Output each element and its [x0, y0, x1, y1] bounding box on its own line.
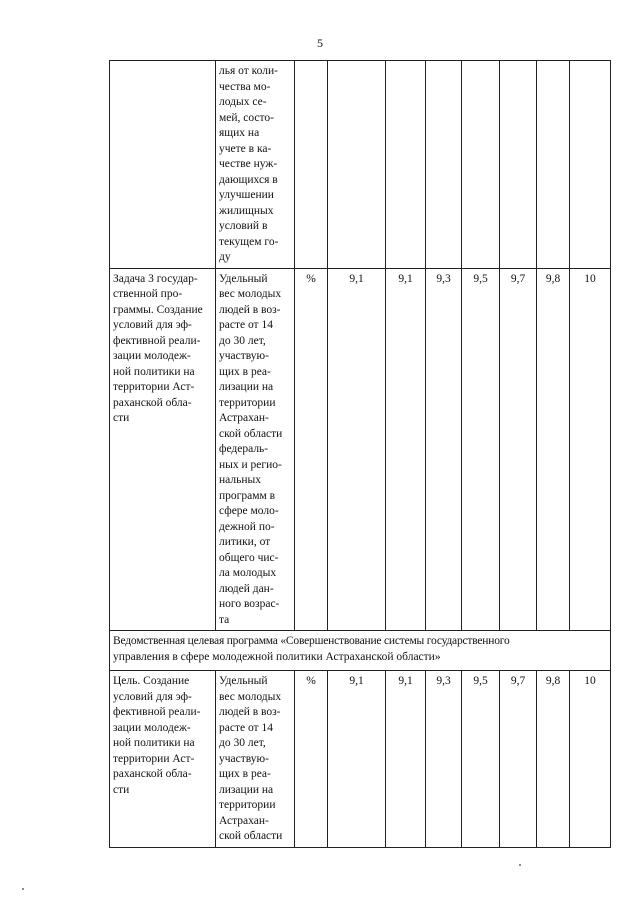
- value-cell: 9,3: [426, 671, 462, 848]
- value-cell: 9,1: [328, 671, 386, 848]
- unit-cell: %: [295, 268, 328, 631]
- task-cell: [110, 61, 216, 269]
- program-title-cell: Ведомственная целевая программа «Совершенствование системы государственного управления в сфере молодежной политики Астраханской области»: [110, 631, 611, 671]
- value-cell: 9,3: [426, 268, 462, 631]
- value-cell: 9,8: [537, 671, 570, 848]
- indicator-cell: Удельный вес молодых людей в воз- расте от 14 до 30 лет, участвую- щих в реа- лизации на территории Астрахан- ской области: [216, 671, 295, 848]
- value-cell: [570, 61, 611, 269]
- value-cell: [500, 61, 537, 269]
- task-cell: Цель. Создание условий для эф- фективной реали- зации молодеж- ной политики на территории Аст- раханской обла- сти: [110, 671, 216, 848]
- value-cell: 9,1: [328, 268, 386, 631]
- table-row: [110, 268, 611, 631]
- task-cell: Задача 3 государ- ственной про- граммы. Создание условий для эф- фективной реали- зации молодеж- ной политики на территории Аст- раханской обла- сти: [110, 268, 216, 631]
- value-cell: [462, 61, 500, 269]
- value-cell: [328, 61, 386, 269]
- scan-speck: [22, 888, 24, 890]
- value-cell: [537, 61, 570, 269]
- scan-speck: [519, 864, 521, 866]
- indicators-table: [109, 60, 611, 848]
- table-row: [110, 671, 611, 848]
- indicator-cell: Удельный вес молодых людей в воз- расте от 14 до 30 лет, участвую- щих в реа- лизации на территории Астрахан- ской области федераль- ных и регио- нальных программ в сфере моло- дежной по- литики, от общего чис- ла молодых людей дан- ного возрас- та: [216, 268, 295, 631]
- value-cell: [426, 61, 462, 269]
- unit-cell: %: [295, 671, 328, 848]
- indicator-cell: лья от коли- чества мо- лодых се- мей, состо- ящих на учете в ка- честве нуж- дающихся в улучшении жилищных условий в текущем го- ду: [216, 61, 295, 269]
- value-cell: 9,5: [462, 268, 500, 631]
- unit-cell: [295, 61, 328, 269]
- value-cell: 9,1: [386, 671, 426, 848]
- value-cell: 9,8: [537, 268, 570, 631]
- value-cell: 9,7: [500, 268, 537, 631]
- value-cell: 9,5: [462, 671, 500, 848]
- table-row: [110, 631, 611, 671]
- value-cell: 9,7: [500, 671, 537, 848]
- table-row: [110, 61, 611, 269]
- page-number: 5: [317, 36, 323, 50]
- value-cell: 9,1: [386, 268, 426, 631]
- value-cell: 10: [570, 268, 611, 631]
- value-cell: 10: [570, 671, 611, 848]
- value-cell: [386, 61, 426, 269]
